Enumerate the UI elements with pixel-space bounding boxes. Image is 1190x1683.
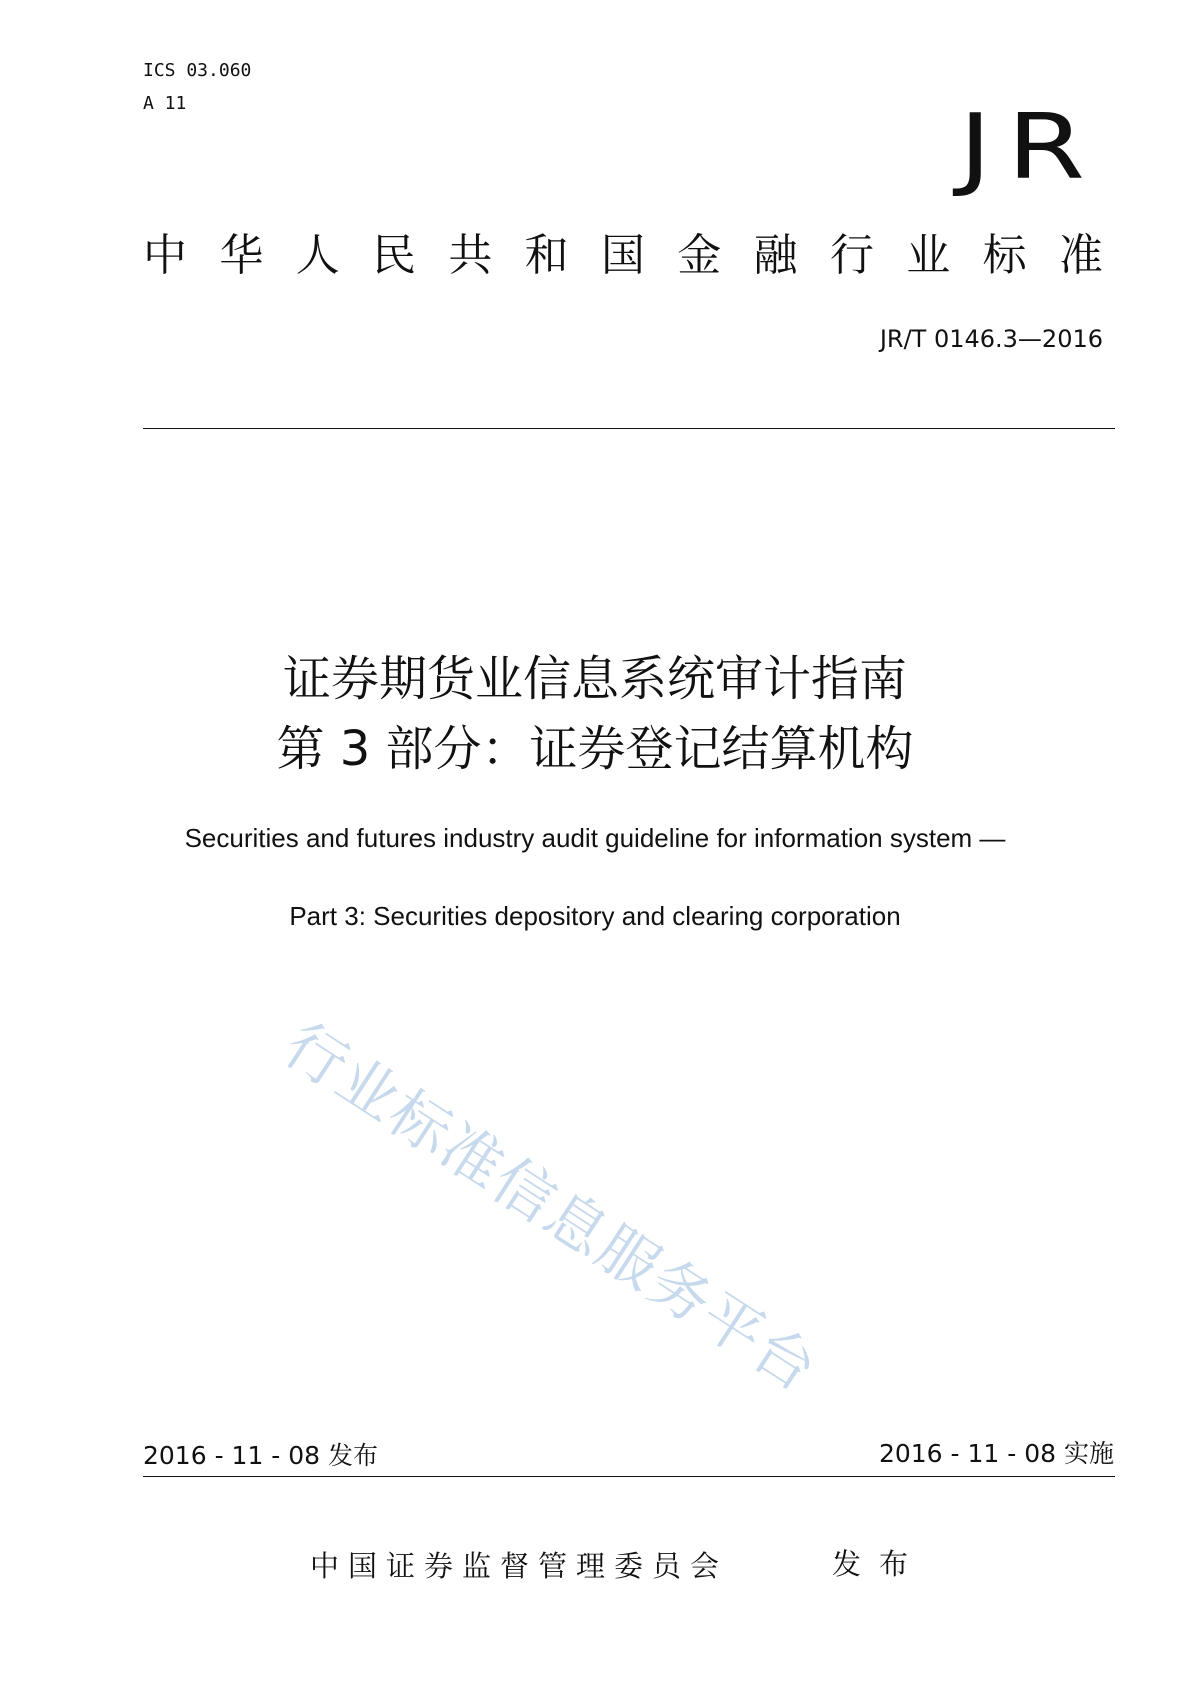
- org-char: 华: [219, 230, 264, 281]
- org-char: 准: [1058, 230, 1103, 281]
- org-char: 金: [677, 230, 722, 281]
- org-char: 人: [295, 230, 340, 281]
- chinese-title-line-1: 证券期货业信息系统审计指南: [282, 651, 907, 707]
- standard-number: JR/T 0146.3—2016: [879, 325, 1103, 353]
- english-title-line-2: Part 3: Securities depository and clearing corporation: [289, 901, 901, 931]
- org-char: 业: [906, 230, 951, 281]
- org-char: 中: [143, 230, 187, 281]
- ccs-code: A 11: [143, 93, 187, 114]
- ics-code: ICS 03.060: [143, 60, 252, 81]
- chinese-title-line-2: 第 3 部分：证券登记结算机构: [276, 721, 914, 777]
- org-char: 行: [829, 230, 874, 281]
- english-title-line-1: Securities and futures industry audit guideline for information system —: [184, 823, 1006, 853]
- top-divider: [143, 428, 1115, 429]
- org-char: 和: [524, 230, 569, 281]
- publish-label: 发布: [832, 1547, 927, 1581]
- issue-date: 2016 - 11 - 08 发布: [143, 1441, 379, 1470]
- org-char: 国: [600, 230, 645, 281]
- jr-logo: JR: [958, 95, 1100, 200]
- effective-date: 2016 - 11 - 08 实施: [878, 1439, 1114, 1468]
- org-char: 融: [753, 230, 798, 281]
- watermark: 行业标准信息服务平台: [271, 1010, 830, 1407]
- org-char: 民: [371, 230, 416, 281]
- publisher-name: 中国证券监督管理委员会: [310, 1549, 729, 1583]
- standard-category-title: [143, 228, 1103, 284]
- bottom-divider: [143, 1476, 1115, 1477]
- org-char: 标: [982, 230, 1027, 281]
- org-char: 共: [448, 230, 493, 281]
